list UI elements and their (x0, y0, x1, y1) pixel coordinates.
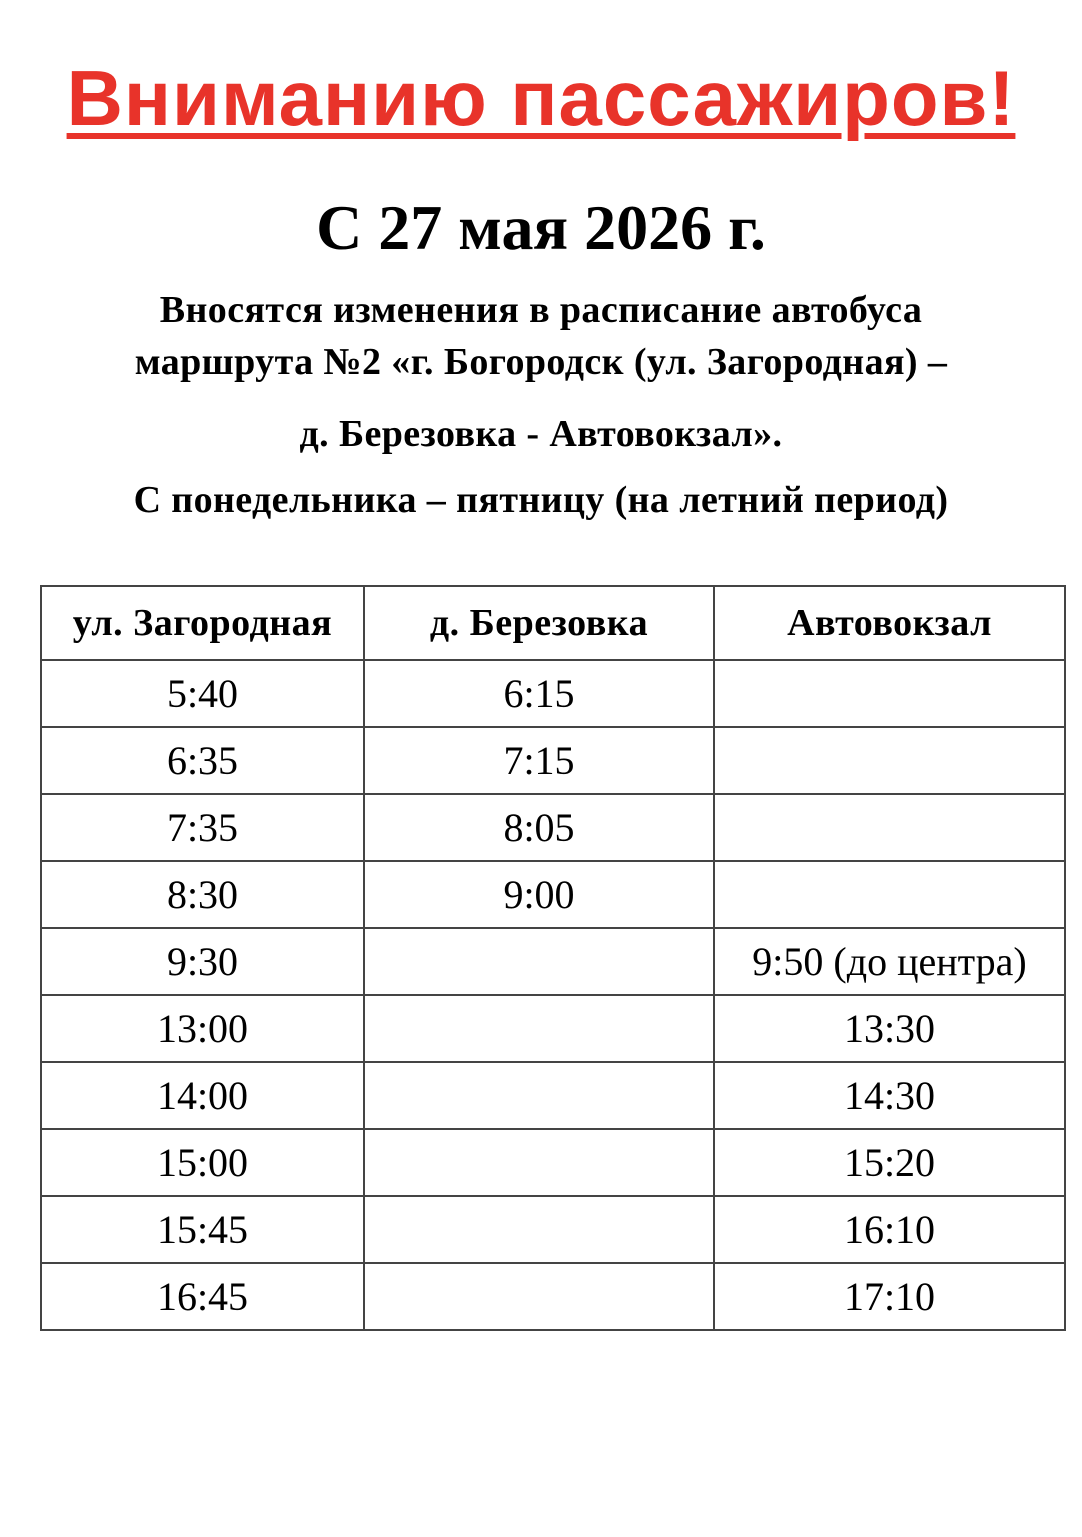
table-row (41, 1263, 1065, 1330)
time-cell: 15:00 (41, 1129, 364, 1196)
time-cell (364, 1196, 714, 1263)
time-cell (364, 1062, 714, 1129)
time-cell: 14:30 (714, 1062, 1065, 1129)
time-cell: 5:40 (41, 660, 364, 727)
notice-text-line-3: д. Березовка - Автовокзал». (299, 413, 783, 455)
time-cell: 16:45 (41, 1263, 364, 1330)
notice-text-line-1: Вносятся изменения в расписание автобуса (159, 289, 923, 331)
time-cell: 9:50 (до центра) (714, 928, 1065, 995)
time-cell: 13:00 (41, 995, 364, 1062)
time-cell (714, 861, 1065, 928)
time-cell: 6:15 (364, 660, 714, 727)
time-cell: 9:00 (364, 861, 714, 928)
table-row (41, 861, 1065, 928)
schedule-table (40, 585, 1066, 1331)
time-cell (714, 660, 1065, 727)
time-cell: 14:00 (41, 1062, 364, 1129)
notice-text-block-1 (0, 284, 1082, 388)
time-cell (364, 928, 714, 995)
time-cell: 8:30 (41, 861, 364, 928)
time-cell: 16:10 (714, 1196, 1065, 1263)
time-cell (714, 794, 1065, 861)
time-cell: 7:15 (364, 727, 714, 794)
table-row (41, 727, 1065, 794)
time-cell: 15:45 (41, 1196, 364, 1263)
time-cell (714, 727, 1065, 794)
header-avtovokzal: Автовокзал (714, 586, 1065, 660)
time-cell: 9:30 (41, 928, 364, 995)
notice-text-line-2: маршрута №2 «г. Богородск (ул. Загородная) – (134, 341, 948, 383)
time-cell: 7:35 (41, 794, 364, 861)
table-row (41, 1062, 1065, 1129)
time-cell: 8:05 (364, 794, 714, 861)
table-row (41, 660, 1065, 727)
table-row (41, 1196, 1065, 1263)
time-cell (364, 995, 714, 1062)
notice-headline (0, 48, 1082, 148)
table-row (41, 928, 1065, 995)
time-cell (364, 1263, 714, 1330)
table-row (41, 794, 1065, 861)
headline-text: Вниманию пассажиров! (66, 54, 1016, 142)
effective-date: С 27 мая 2026 г. (316, 192, 766, 263)
time-cell: 17:10 (714, 1263, 1065, 1330)
table-row (41, 995, 1065, 1062)
time-cell: 6:35 (41, 727, 364, 794)
table-row (41, 1129, 1065, 1196)
time-cell: 15:20 (714, 1129, 1065, 1196)
schedule-header-row (41, 586, 1065, 660)
header-zagorodnaya: ул. Загородная (41, 586, 364, 660)
header-berezovka: д. Березовка (364, 586, 714, 660)
time-cell (364, 1129, 714, 1196)
time-cell: 13:30 (714, 995, 1065, 1062)
notice-text-line-4: С понедельника – пятницу (на летний период) (133, 479, 949, 521)
